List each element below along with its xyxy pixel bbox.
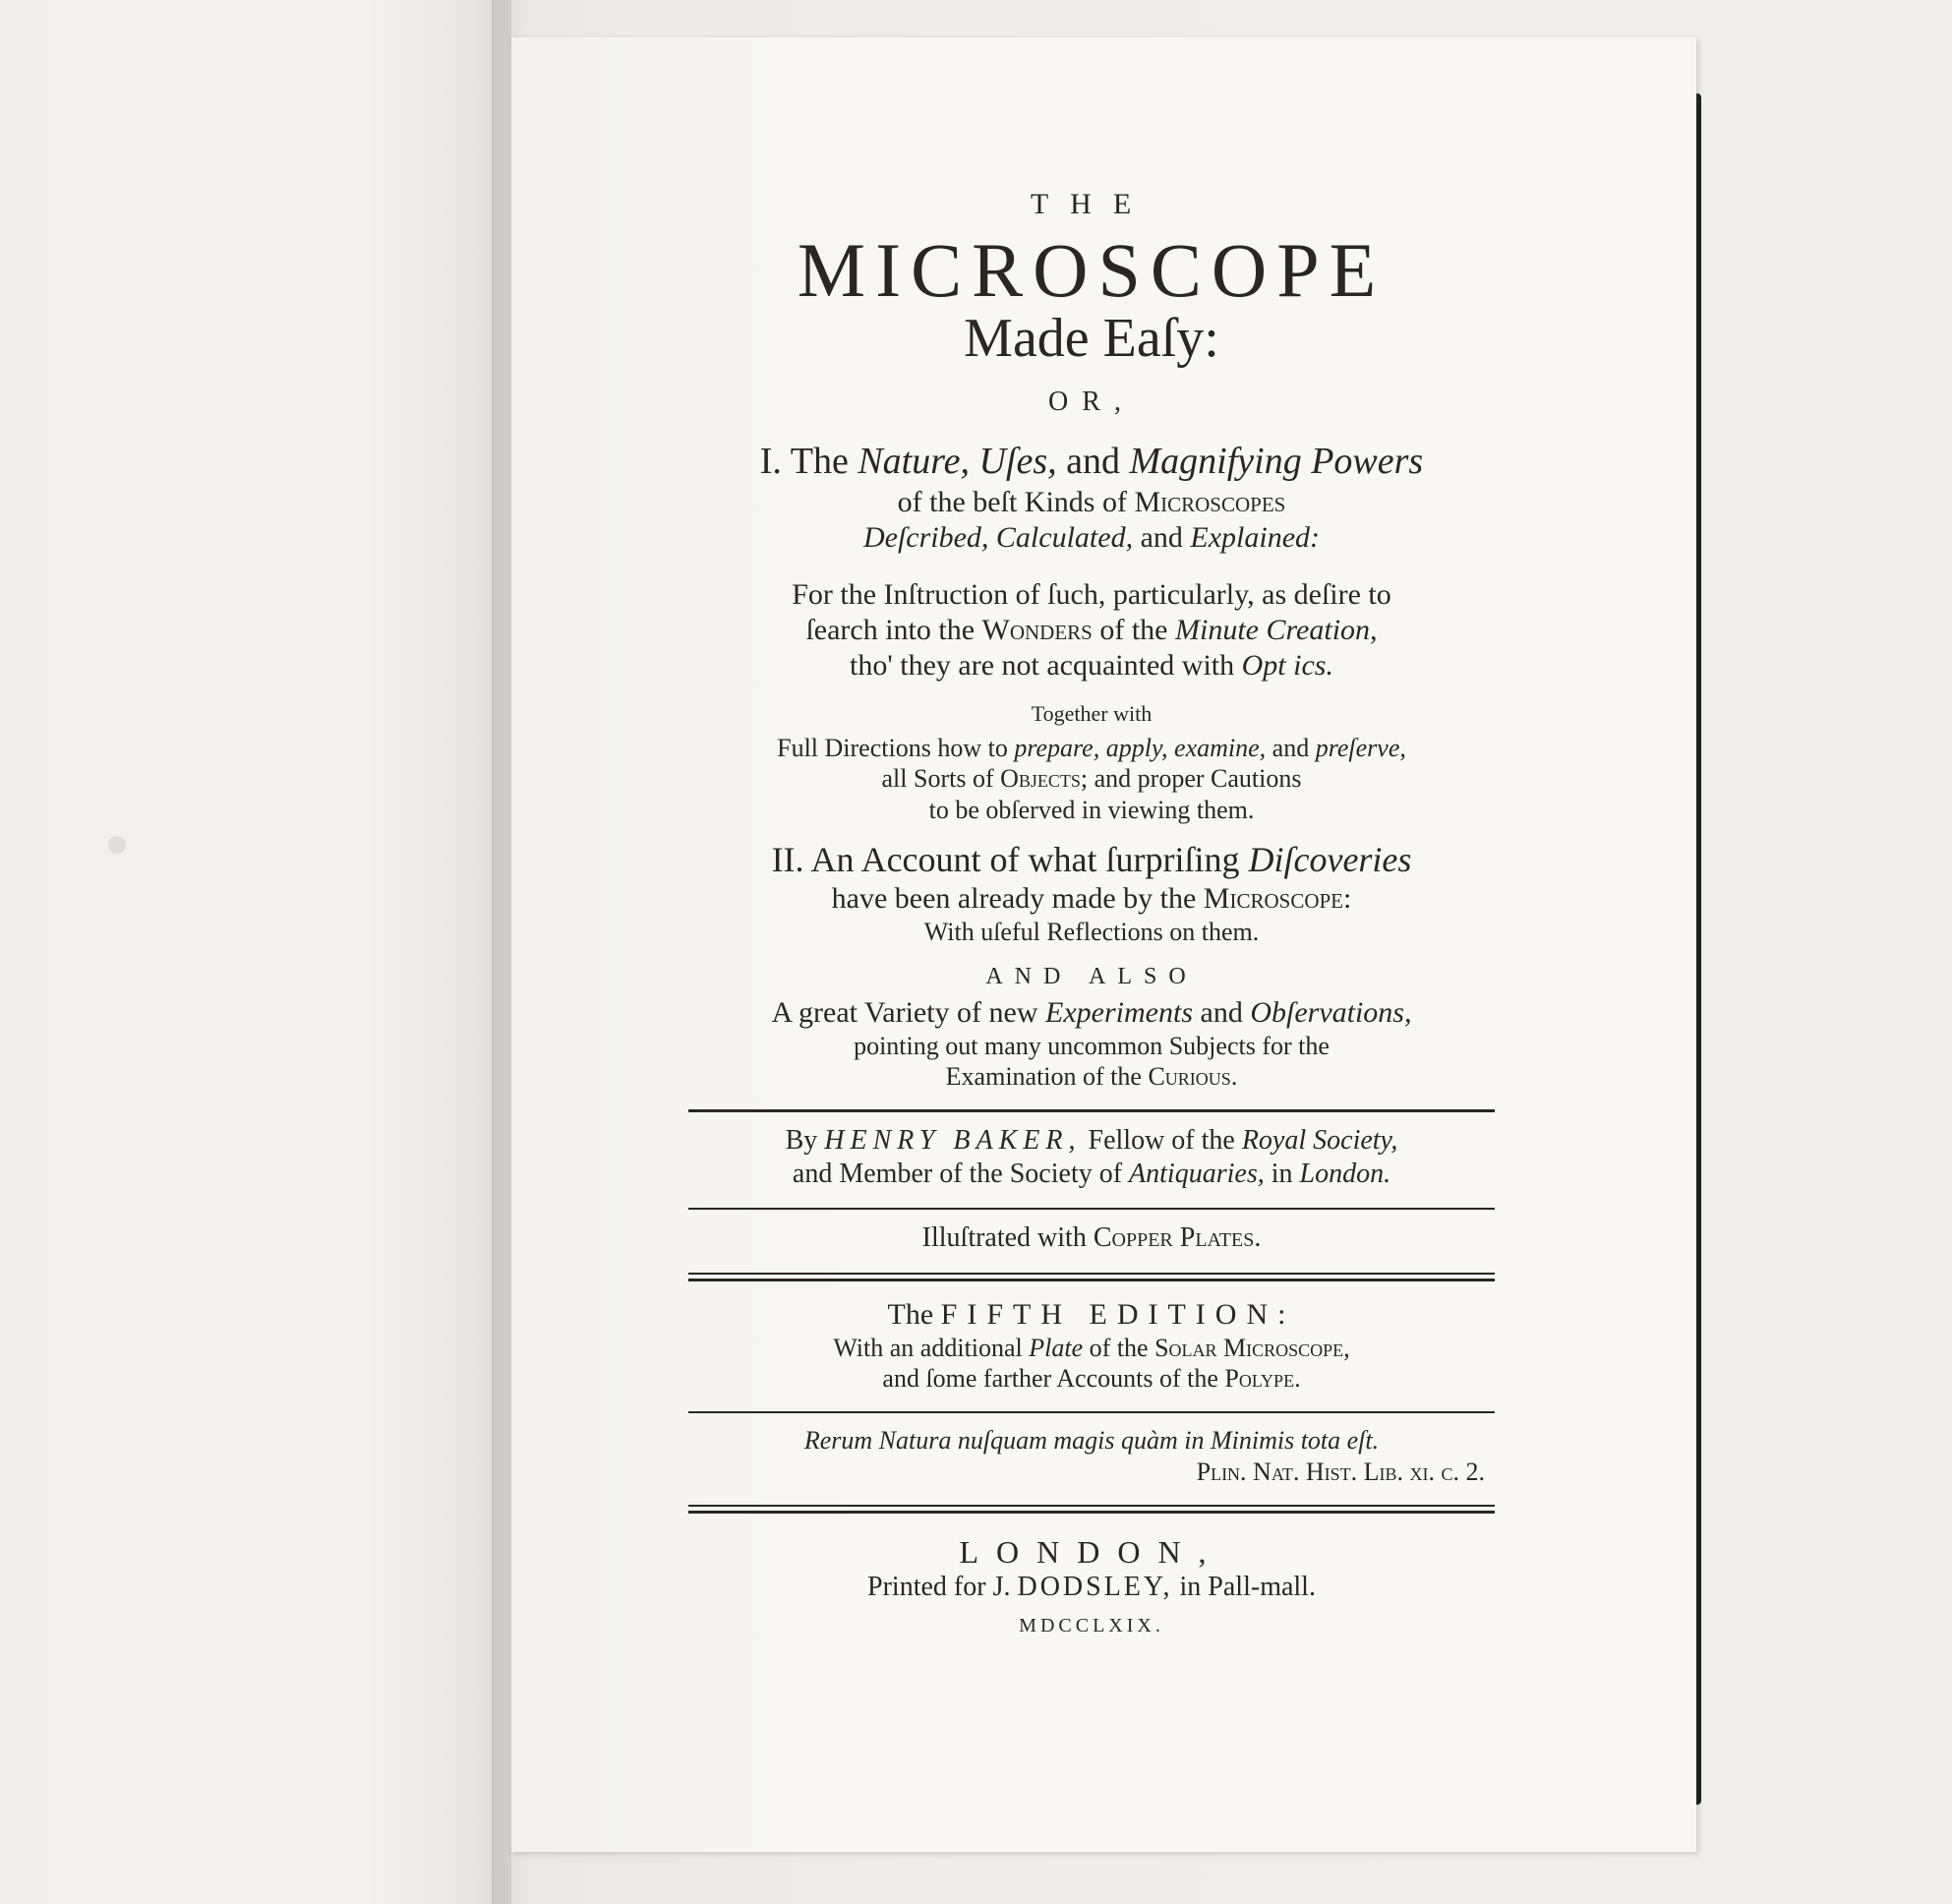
part2-line2-b: : — [1343, 881, 1352, 915]
divider-rule-2 — [688, 1208, 1495, 1210]
author-line2-b: in — [1264, 1158, 1300, 1189]
title-page-text — [688, 187, 1495, 1637]
edition-line2-c: , — [1343, 1334, 1350, 1363]
divider-rule-4 — [688, 1411, 1495, 1413]
variety-line1-b: and — [1193, 995, 1251, 1029]
edition-line2-sc: Solar Microscope — [1154, 1334, 1344, 1363]
part1-line2-a: of the beſt Kinds of — [897, 485, 1135, 518]
author-by: By — [785, 1125, 825, 1157]
edition-line2 — [688, 1333, 1495, 1363]
edition-line3-sc: Polype — [1224, 1364, 1295, 1394]
author-line1 — [688, 1124, 1495, 1158]
edition-line3-b: . — [1294, 1364, 1301, 1394]
epigraph-source: Plin. Nat. Hiſt. Lib. xi. c. 2. — [1196, 1457, 1485, 1486]
edition-line1 — [688, 1297, 1495, 1333]
directions-line1 — [688, 733, 1495, 763]
directions-line2-sc: Objects — [1000, 764, 1081, 794]
title-made-easy: Made Eaſy: — [964, 308, 1219, 369]
part2-line2-a: have been already made by the — [831, 881, 1204, 915]
part1-line3-c: Explained: — [1190, 520, 1321, 554]
author-line2 — [688, 1158, 1495, 1191]
imprint-printer-name: DODSLEY, — [1017, 1572, 1173, 1603]
part1-line3-b: and — [1133, 520, 1191, 554]
instruction-line2-b: of the — [1092, 613, 1175, 646]
part2-line1 — [688, 839, 1495, 881]
together-with: Together with — [1031, 700, 1153, 726]
edition-line2-it: Plate — [1029, 1334, 1084, 1363]
part1-lead: I. The — [759, 441, 858, 483]
author-fellow: Fellow of the — [1081, 1125, 1242, 1157]
variety-line3-b: . — [1230, 1062, 1238, 1092]
illustrated-b: . — [1254, 1222, 1262, 1254]
variety-line1-it1: Experiments — [1045, 995, 1193, 1029]
part1-line3-a: Deſcribed, Calculated, — [862, 520, 1134, 554]
instruction-line3 — [688, 648, 1495, 684]
instruction-line2 — [688, 613, 1495, 648]
edition-line2-a: With an additional — [833, 1334, 1030, 1363]
page-smudge — [108, 836, 126, 854]
part1-line1 — [688, 440, 1495, 485]
part1-and: and — [1056, 441, 1130, 483]
illustrated-line — [688, 1221, 1495, 1255]
variety-line1-a: A great Variety of new — [771, 995, 1046, 1029]
directions-line2-a: all Sorts of — [881, 764, 1001, 794]
directions-line3: to be obſerved in viewing them. — [928, 795, 1255, 824]
instruction-line2-it: Minute Creation, — [1175, 613, 1378, 646]
illustrated-a: Illuſtrated with — [921, 1222, 1094, 1254]
instruction-line2-a: ſearch into the — [805, 613, 982, 646]
part1-line2 — [688, 485, 1495, 520]
part2-line3: With uſeful Reflections on them. — [923, 917, 1260, 946]
left-page — [0, 0, 511, 1904]
author-line2-it2: London. — [1299, 1158, 1391, 1189]
variety-line1-it2: Obſervations, — [1250, 995, 1412, 1029]
variety-line2: pointing out many uncommon Subjects for the — [854, 1031, 1330, 1060]
instruction-line3-it: Opt ics. — [1241, 648, 1333, 682]
divider-rule-5 — [688, 1505, 1495, 1514]
directions-line1-a: Full Directions how to — [777, 734, 1015, 763]
instruction-line1: For the Inſtruction of ſuch, particularly, as deſire to — [792, 577, 1391, 611]
epigraph-quote: Rerum Natura nuſquam magis quàm in Minimis tota eſt. — [803, 1426, 1380, 1456]
title-the: THE — [1030, 188, 1153, 220]
part2-line2 — [688, 881, 1495, 917]
imprint-printed — [688, 1571, 1495, 1604]
part2-line1-it: Diſcoveries — [1248, 839, 1412, 879]
edition-line2-b: of the — [1083, 1334, 1155, 1363]
author-line2-it: Antiquaries, — [1129, 1158, 1265, 1189]
edition-line3 — [688, 1363, 1495, 1394]
variety-line1 — [688, 995, 1495, 1031]
edition-the: The — [887, 1298, 941, 1332]
directions-line2-b: ; and proper Cautions — [1080, 764, 1302, 794]
part1-line2-sc: Microscopes — [1134, 485, 1286, 518]
directions-line2 — [688, 763, 1495, 794]
part2-line2-sc: Microscope — [1203, 881, 1344, 915]
part1-magnifying: Magnifying Powers — [1129, 441, 1424, 483]
directions-line1-b: and — [1266, 734, 1316, 763]
title-microscope: MICROSCOPE — [797, 227, 1387, 313]
author-royal: Royal Society, — [1241, 1125, 1398, 1157]
and-also: AND ALSO — [985, 964, 1198, 990]
divider-rule-3 — [688, 1273, 1495, 1281]
author-name: HENRY BAKER, — [824, 1125, 1082, 1157]
divider-rule-1 — [688, 1109, 1495, 1112]
directions-line1-it1: prepare, apply, examine, — [1014, 734, 1267, 763]
imprint-year: MDCCLXIX. — [1019, 1614, 1164, 1636]
instruction-line3-a: tho' they are not acquainted with — [850, 648, 1242, 682]
part1-line3 — [688, 520, 1495, 556]
directions-line1-it2: preſerve, — [1315, 734, 1406, 763]
variety-line3 — [688, 1061, 1495, 1092]
imprint-london: LONDON, — [959, 1533, 1224, 1570]
illustrated-sc: Copper Plates — [1093, 1222, 1255, 1254]
instruction-line2-sc: Wonders — [981, 613, 1093, 646]
author-line2-a: and Member of the Society of — [792, 1158, 1130, 1189]
imprint-printed-a: Printed for J. — [867, 1572, 1018, 1603]
edition-line3-a: and ſome farther Accounts of the — [882, 1364, 1225, 1394]
imprint-printed-b: in Pall-mall. — [1172, 1572, 1316, 1603]
part2-line1-a: II. An Account of what ſurpriſing — [771, 839, 1249, 879]
edition-caps: FIFTH EDITION: — [940, 1298, 1296, 1332]
part1-nature-uses: Nature, Uſes, — [858, 441, 1057, 483]
variety-line3-sc: Curious — [1148, 1062, 1231, 1092]
title-or: OR, — [1048, 386, 1135, 417]
variety-line3-a: Examination of the — [945, 1062, 1149, 1092]
